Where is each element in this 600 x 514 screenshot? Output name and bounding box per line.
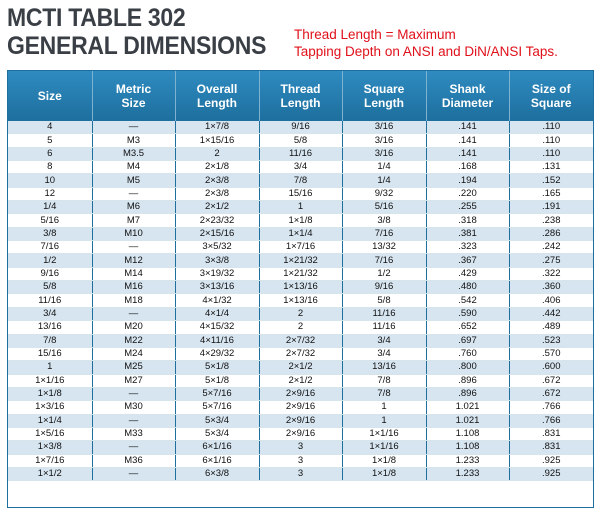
cell-size: 1×1/2: [8, 467, 92, 480]
cell-overall-length: 5×1/8: [175, 374, 259, 387]
cell-square-length: 1: [342, 401, 426, 414]
cell-size: 6: [8, 147, 92, 160]
cell-size: 9/16: [8, 267, 92, 280]
cell-square-length: 1: [342, 414, 426, 427]
cell-square-length: 1×1/8: [342, 454, 426, 467]
cell-shank-diameter: .760: [426, 347, 509, 360]
cell-size-of-square: .406: [509, 294, 593, 307]
column-header-size: [8, 71, 92, 121]
cell-size: 15/16: [8, 347, 92, 360]
cell-square-length: 13/32: [342, 241, 426, 254]
cell-square-length: 11/16: [342, 307, 426, 320]
cell-metric-size: —: [92, 414, 175, 427]
cell-metric-size: M33: [92, 427, 175, 440]
cell-size-of-square: .672: [509, 387, 593, 400]
table-row: [8, 427, 593, 440]
cell-size-of-square: .442: [509, 307, 593, 320]
cell-size-of-square: .191: [509, 201, 593, 214]
column-header-text: Length: [197, 96, 237, 110]
cell-size-of-square: .831: [509, 441, 593, 454]
cell-size: 1×7/16: [8, 454, 92, 467]
column-header-metric-size: [92, 71, 175, 121]
cell-size: 5: [8, 134, 92, 147]
cell-square-length: 7/8: [342, 374, 426, 387]
column-header-text: Shank: [449, 82, 486, 96]
table-row: [8, 294, 593, 307]
cell-thread-length: 2: [259, 307, 342, 320]
cell-shank-diameter: 1.021: [426, 401, 509, 414]
cell-metric-size: M7: [92, 214, 175, 227]
table-row: [8, 121, 593, 134]
cell-thread-length: 2: [259, 321, 342, 334]
table-row: [8, 241, 593, 254]
cell-metric-size: M10: [92, 227, 175, 240]
cell-shank-diameter: 1.108: [426, 427, 509, 440]
cell-thread-length: 1×21/32: [259, 254, 342, 267]
cell-thread-length: 7/8: [259, 174, 342, 187]
dimensions-table: [7, 70, 594, 508]
cell-square-length: 3/16: [342, 147, 426, 160]
column-header-text: Overall: [196, 82, 238, 96]
table-row: [8, 334, 593, 347]
cell-thread-length: 3: [259, 467, 342, 480]
cell-thread-length: 1×13/16: [259, 281, 342, 294]
cell-thread-length: 2×9/16: [259, 427, 342, 440]
cell-shank-diameter: 1.233: [426, 454, 509, 467]
cell-thread-length: 2×9/16: [259, 387, 342, 400]
cell-metric-size: —: [92, 467, 175, 480]
cell-size: 3/8: [8, 227, 92, 240]
cell-overall-length: 3×19/32: [175, 267, 259, 280]
cell-thread-length: 2×9/16: [259, 414, 342, 427]
cell-thread-length: 11/16: [259, 147, 342, 160]
cell-overall-length: 6×1/16: [175, 441, 259, 454]
cell-overall-length: 4×29/32: [175, 347, 259, 360]
cell-size-of-square: .286: [509, 227, 593, 240]
cell-metric-size: M5: [92, 174, 175, 187]
cell-metric-size: —: [92, 121, 175, 134]
table-row: [8, 227, 593, 240]
cell-overall-length: 2×3/8: [175, 187, 259, 200]
cell-size-of-square: .570: [509, 347, 593, 360]
cell-square-length: 5/8: [342, 294, 426, 307]
cell-metric-size: M6: [92, 201, 175, 214]
table-body: [8, 121, 593, 481]
cell-square-length: 3/16: [342, 134, 426, 147]
cell-shank-diameter: .318: [426, 214, 509, 227]
cell-square-length: 9/32: [342, 187, 426, 200]
table-row: [8, 401, 593, 414]
column-header-text: Square: [363, 82, 405, 96]
cell-overall-length: 1×7/8: [175, 121, 259, 134]
cell-thread-length: 1×1/8: [259, 214, 342, 227]
cell-shank-diameter: .896: [426, 374, 509, 387]
cell-overall-length: 5×3/4: [175, 414, 259, 427]
title-line-2: GENERAL DIMENSIONS: [7, 32, 267, 60]
cell-shank-diameter: .429: [426, 267, 509, 280]
thread-note-line-1: Thread Length = Maximum: [294, 27, 456, 42]
cell-size-of-square: .360: [509, 281, 593, 294]
cell-size-of-square: .766: [509, 414, 593, 427]
column-header-text: Size: [121, 96, 146, 110]
cell-shank-diameter: .367: [426, 254, 509, 267]
cell-shank-diameter: .323: [426, 241, 509, 254]
table-row: [8, 187, 593, 200]
cell-metric-size: M14: [92, 267, 175, 280]
table-row: [8, 374, 593, 387]
cell-metric-size: —: [92, 441, 175, 454]
cell-shank-diameter: 1.108: [426, 441, 509, 454]
cell-size: 12: [8, 187, 92, 200]
cell-shank-diameter: .381: [426, 227, 509, 240]
cell-square-length: 1×1/16: [342, 441, 426, 454]
cell-square-length: 3/4: [342, 334, 426, 347]
cell-thread-length: 15/16: [259, 187, 342, 200]
cell-size-of-square: .238: [509, 214, 593, 227]
table-row: [8, 467, 593, 480]
cell-size: 1/4: [8, 201, 92, 214]
cell-overall-length: 5×1/8: [175, 361, 259, 374]
cell-metric-size: M22: [92, 334, 175, 347]
table-row: [8, 254, 593, 267]
cell-metric-size: M16: [92, 281, 175, 294]
column-header-text: Diameter: [441, 96, 494, 110]
column-header-text: Length: [280, 96, 321, 110]
cell-square-length: 3/4: [342, 347, 426, 360]
cell-thread-length: 1×13/16: [259, 294, 342, 307]
table-row: [8, 214, 593, 227]
cell-square-length: 9/16: [342, 281, 426, 294]
cell-overall-length: 3×5/32: [175, 241, 259, 254]
cell-overall-length: 2: [175, 147, 259, 160]
cell-size-of-square: .131: [509, 161, 593, 174]
cell-size: 5/8: [8, 281, 92, 294]
cell-metric-size: M27: [92, 374, 175, 387]
cell-square-length: 3/8: [342, 214, 426, 227]
table-row: [8, 147, 593, 160]
cell-size: 1×1/16: [8, 374, 92, 387]
column-header-text: Thread: [280, 82, 321, 96]
cell-size-of-square: .925: [509, 454, 593, 467]
cell-metric-size: M25: [92, 361, 175, 374]
cell-thread-length: 3: [259, 454, 342, 467]
cell-size: 1×1/4: [8, 414, 92, 427]
cell-thread-length: 9/16: [259, 121, 342, 134]
table-row: [8, 361, 593, 374]
cell-shank-diameter: .255: [426, 201, 509, 214]
cell-overall-length: 4×11/16: [175, 334, 259, 347]
cell-thread-length: 2×9/16: [259, 401, 342, 414]
cell-overall-length: 2×1/2: [175, 201, 259, 214]
cell-size: 1×3/16: [8, 401, 92, 414]
cell-overall-length: 6×3/8: [175, 467, 259, 480]
cell-size-of-square: .165: [509, 187, 593, 200]
cell-thread-length: 3: [259, 441, 342, 454]
cell-size-of-square: .672: [509, 374, 593, 387]
cell-thread-length: 2×1/2: [259, 374, 342, 387]
cell-metric-size: M12: [92, 254, 175, 267]
table-row: [8, 281, 593, 294]
cell-size-of-square: .600: [509, 361, 593, 374]
title-line-1: MCTI TABLE 302: [7, 4, 186, 32]
cell-metric-size: M4: [92, 161, 175, 174]
thread-note-line-2: Tapping Depth on ANSI and DiN/ANSI Taps.: [294, 44, 558, 59]
cell-metric-size: —: [92, 241, 175, 254]
table-row: [8, 387, 593, 400]
cell-thread-length: 1: [259, 201, 342, 214]
cell-shank-diameter: 1.021: [426, 414, 509, 427]
cell-shank-diameter: .220: [426, 187, 509, 200]
cell-shank-diameter: .168: [426, 161, 509, 174]
cell-size: 4: [8, 121, 92, 134]
cell-size: 13/16: [8, 321, 92, 334]
column-header-size-of-square: [509, 71, 593, 121]
cell-metric-size: M18: [92, 294, 175, 307]
cell-metric-size: M20: [92, 321, 175, 334]
title-block: [7, 4, 289, 60]
cell-square-length: 1×1/8: [342, 467, 426, 480]
cell-metric-size: —: [92, 187, 175, 200]
cell-thread-length: 2×7/32: [259, 347, 342, 360]
table-row: [8, 174, 593, 187]
cell-size-of-square: .925: [509, 467, 593, 480]
cell-metric-size: M30: [92, 401, 175, 414]
column-header-text: Size of: [531, 82, 571, 96]
cell-overall-length: 5×7/16: [175, 387, 259, 400]
table-row: [8, 347, 593, 360]
table-row: [8, 441, 593, 454]
cell-size: 5/16: [8, 214, 92, 227]
table-header-row: [8, 71, 593, 121]
cell-square-length: 7/16: [342, 227, 426, 240]
table-row: [8, 321, 593, 334]
cell-size: 1×1/8: [8, 387, 92, 400]
cell-metric-size: M3: [92, 134, 175, 147]
cell-overall-length: 4×1/32: [175, 294, 259, 307]
cell-shank-diameter: .194: [426, 174, 509, 187]
cell-shank-diameter: .697: [426, 334, 509, 347]
cell-shank-diameter: .800: [426, 361, 509, 374]
cell-size: 7/8: [8, 334, 92, 347]
cell-square-length: 7/16: [342, 254, 426, 267]
column-header-text: Metric: [115, 82, 152, 96]
cell-shank-diameter: .590: [426, 307, 509, 320]
cell-thread-length: 3/4: [259, 161, 342, 174]
cell-metric-size: —: [92, 387, 175, 400]
cell-overall-length: 1×15/16: [175, 134, 259, 147]
cell-overall-length: 2×1/8: [175, 161, 259, 174]
cell-square-length: 1×1/16: [342, 427, 426, 440]
cell-overall-length: 6×1/16: [175, 454, 259, 467]
cell-square-length: 1/4: [342, 174, 426, 187]
cell-size-of-square: .242: [509, 241, 593, 254]
cell-size-of-square: .766: [509, 401, 593, 414]
cell-metric-size: —: [92, 307, 175, 320]
cell-shank-diameter: .896: [426, 387, 509, 400]
table-row: [8, 454, 593, 467]
column-header-text: Size: [37, 89, 62, 103]
cell-shank-diameter: .141: [426, 121, 509, 134]
cell-square-length: 11/16: [342, 321, 426, 334]
table-row: [8, 414, 593, 427]
cell-shank-diameter: .542: [426, 294, 509, 307]
cell-overall-length: 5×3/4: [175, 427, 259, 440]
cell-size-of-square: .110: [509, 121, 593, 134]
cell-overall-length: 2×23/32: [175, 214, 259, 227]
cell-size: 3/4: [8, 307, 92, 320]
cell-overall-length: 3×3/8: [175, 254, 259, 267]
cell-thread-length: 2×7/32: [259, 334, 342, 347]
cell-square-length: 5/16: [342, 201, 426, 214]
cell-size-of-square: .322: [509, 267, 593, 280]
cell-thread-length: 2×1/2: [259, 361, 342, 374]
cell-square-length: 1/4: [342, 161, 426, 174]
column-header-overall-length: [175, 71, 259, 121]
cell-size-of-square: .831: [509, 427, 593, 440]
cell-size: 11/16: [8, 294, 92, 307]
cell-square-length: 7/8: [342, 387, 426, 400]
cell-overall-length: 5×7/16: [175, 401, 259, 414]
cell-size: 1×5/16: [8, 427, 92, 440]
cell-metric-size: M3.5: [92, 147, 175, 160]
cell-shank-diameter: .652: [426, 321, 509, 334]
cell-overall-length: 4×1/4: [175, 307, 259, 320]
cell-size: 1×3/8: [8, 441, 92, 454]
cell-square-length: 1/2: [342, 267, 426, 280]
cell-thread-length: 1×1/4: [259, 227, 342, 240]
cell-size: 1: [8, 361, 92, 374]
column-header-shank-diameter: [426, 71, 509, 121]
cell-size-of-square: .489: [509, 321, 593, 334]
column-header-thread-length: [259, 71, 342, 121]
cell-thread-length: 1×7/16: [259, 241, 342, 254]
cell-overall-length: 2×3/8: [175, 174, 259, 187]
cell-size-of-square: .110: [509, 134, 593, 147]
cell-shank-diameter: 1.233: [426, 467, 509, 480]
column-header-text: Length: [364, 96, 404, 110]
cell-thread-length: 1×21/32: [259, 267, 342, 280]
cell-shank-diameter: .141: [426, 134, 509, 147]
cell-overall-length: 4×15/32: [175, 321, 259, 334]
table-row: [8, 267, 593, 280]
cell-overall-length: 3×13/16: [175, 281, 259, 294]
cell-metric-size: M36: [92, 454, 175, 467]
table-row: [8, 201, 593, 214]
cell-metric-size: M24: [92, 347, 175, 360]
cell-size: 7/16: [8, 241, 92, 254]
cell-size-of-square: .523: [509, 334, 593, 347]
column-header-square-length: [342, 71, 426, 121]
cell-size: 1/2: [8, 254, 92, 267]
table-row: [8, 161, 593, 174]
cell-square-length: 13/16: [342, 361, 426, 374]
cell-overall-length: 2×15/16: [175, 227, 259, 240]
cell-thread-length: 5/8: [259, 134, 342, 147]
cell-square-length: 3/16: [342, 121, 426, 134]
table-row: [8, 134, 593, 147]
table-row: [8, 307, 593, 320]
cell-shank-diameter: .141: [426, 147, 509, 160]
column-header-text: Square: [530, 96, 572, 110]
cell-size-of-square: .275: [509, 254, 593, 267]
cell-size: 10: [8, 174, 92, 187]
cell-size-of-square: .110: [509, 147, 593, 160]
cell-size-of-square: .152: [509, 174, 593, 187]
cell-size: 8: [8, 161, 92, 174]
cell-shank-diameter: .480: [426, 281, 509, 294]
